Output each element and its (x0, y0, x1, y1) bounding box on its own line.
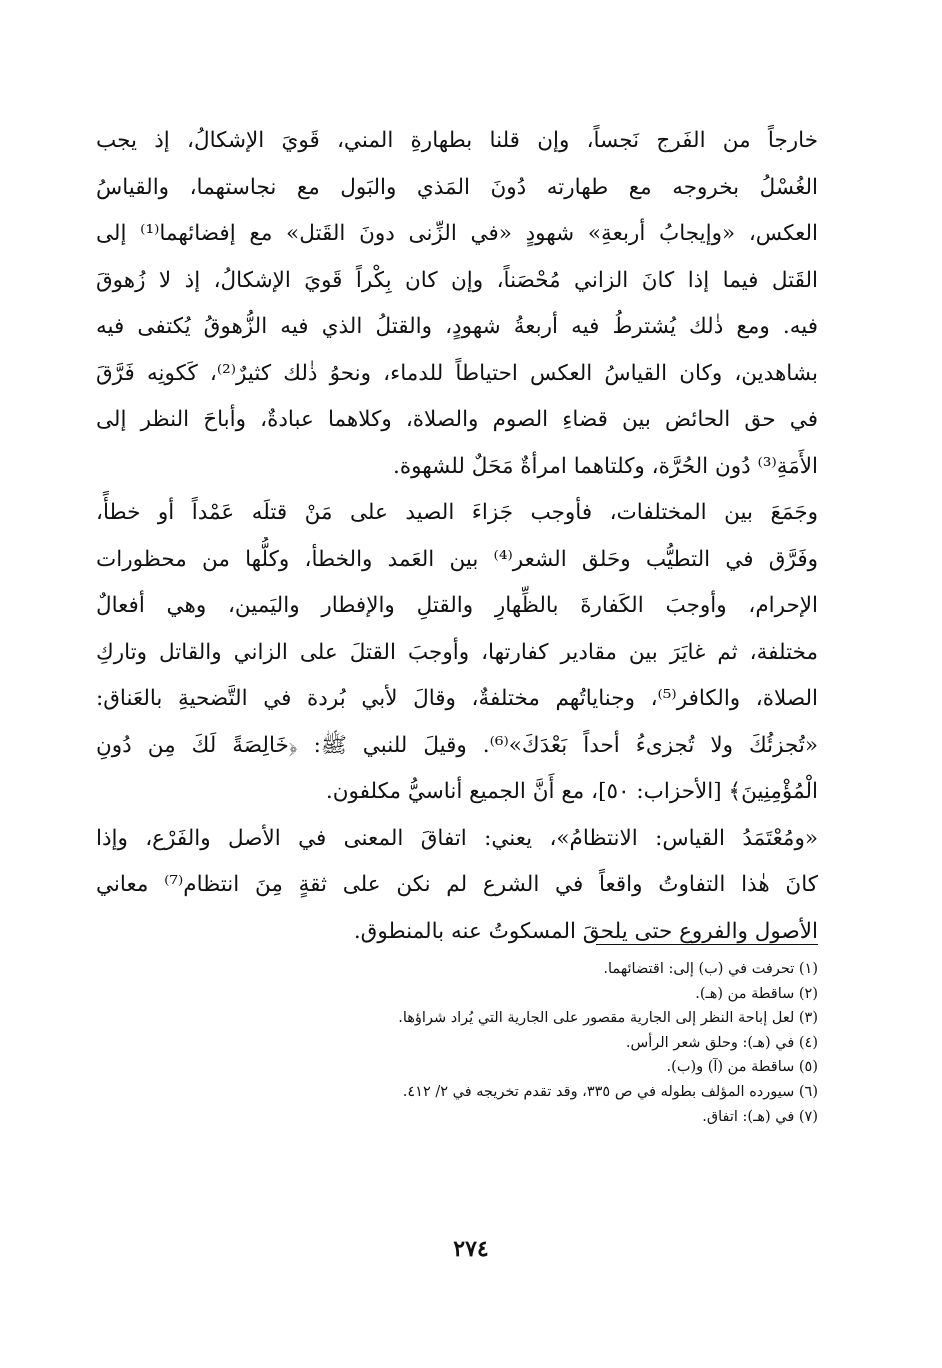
main-text (96, 118, 818, 955)
footnote-2: (٢) ساقطة من (هـ). (695, 985, 818, 1002)
text-line: «ومُعْتَمَدُ القياس: الانتظامُ»، يعني: اتفاقَ المعنى في الأصل والفَرْع، وإذا (96, 825, 818, 851)
text-line: الأصول والفروع حتى يلحقَ المسكوتُ عنه بالمنطوق. (353, 918, 818, 944)
text-line: في حق الحائض بين قضاءِ الصوم والصلاة، وكلاهما عبادةٌ، وأباحَ النظر إلى (96, 407, 818, 432)
text-line: وفَرَّق في التطيُّب وحَلق الشعر⁽⁴⁾ بين العَمد والخطأ، وكلُّها من محظورات (96, 546, 818, 572)
paragraph-2 (96, 490, 818, 816)
text-line: كانَ هٰذا التفاوتُ واقعاً في الشرع لم نكن على ثقةٍ مِنَ انتظام⁽⁷⁾ معاني (96, 872, 818, 897)
text-line: القَتل فيما إذا كانَ الزاني مُحْصَناً، وإن كان بِكْراً قَويَ الإشكالُ، إذ لا زُهوقَ (96, 267, 818, 293)
text-line: «تُجزئُكَ ولا تُجزىءُ أحداً بَعْدَكَ»⁽⁶⁾. وقيلَ للنبي ﷺ: ﴿خَالِصَةً لَكَ مِن دُونِ (96, 732, 818, 758)
footnote-separator (596, 944, 818, 945)
footnote-1: (١) تحرفت في (ب) إلى: اقتضائهما. (603, 961, 818, 977)
text-line: مختلفة، ثم غايَرَ بين مقادير كفارتها، وأوجبَ القتلَ على الزاني والقاتل وتاركِ (96, 639, 818, 665)
footnote-5: (٥) ساقطة من (آ) و(ب). (666, 1059, 818, 1076)
paragraph-3 (96, 816, 818, 956)
text-line: الْمُؤْمِنِينَ﴾ [الأحزاب: ٥٠]، مع أَنَّ الجميع أناسيُّ مكلفون. (325, 779, 818, 804)
text-line: الأَمَةِ⁽³⁾ دُون الحُرَّة، وكلتاهما امرأةٌ مَحَلٌ للشهوة. (392, 453, 818, 479)
text-line: العكس، «وإيجابُ أربعةِ» شهودٍ «في الزِّنى دونَ القَتل» مع إفضائهما⁽¹⁾ إلى (96, 221, 818, 246)
text-line: الإحرام، وأوجبَ الكَفارةَ بالظِّهارِ والقتلِ والإفطار واليَمين، وهي أفعالٌ (96, 593, 818, 618)
text-line: خارجاً من الفَرج نَجساً، وإن قلنا بطهارةِ المني، قَويَ الإشكالُ، إذ يجب (96, 128, 818, 153)
footnote-7: (٧) في (هـ): اتفاق. (702, 1108, 818, 1125)
footnote-3: (٣) لعل إباحة النظر إلى الجارية مقصور على الجارية التي يُراد شراؤها. (398, 1010, 818, 1027)
text-line: فيه. ومع ذٰلك يُشترطُ فيه أربعةُ شهودٍ، والقتلُ الذي فيه الزُّهوقُ يُكتفى فيه (96, 314, 818, 339)
text-line: بشاهدين، وكان القياسُ العكس احتياطاً للدماء، ونحوُ ذٰلك كثيرٌ⁽²⁾، كَكونِه فَرَّقَ (96, 360, 818, 386)
text-line: وجَمَعَ بين المختلفات، فأوجب جَزاءَ الصيد على مَنْ قتلَه عَمْداً أو خطأً، (96, 500, 818, 525)
footnotes (300, 957, 818, 1129)
footnote-6: (٦) سيورده المؤلف بطوله في ص ٣٣٥، وقد تقدم تخريجه في ٢/ ٤١٢. (402, 1083, 818, 1100)
text-line: الصلاة، والكافر⁽⁵⁾، وجناياتُهم مختلفةٌ، وقالَ لأبي بُردة في التَّضحيةِ بالعَناق: (96, 686, 818, 711)
page-number: ٢٧٤ (453, 1236, 489, 1262)
paragraph-1 (96, 118, 818, 490)
text-line: الغُسْلُ بخروجه مع طهارته دُونَ المَذي والبَول مع نجاستهما، والقياسُ (96, 174, 818, 200)
footnote-4: (٤) في (هـ): وحلق شعر الرأس. (625, 1034, 818, 1051)
